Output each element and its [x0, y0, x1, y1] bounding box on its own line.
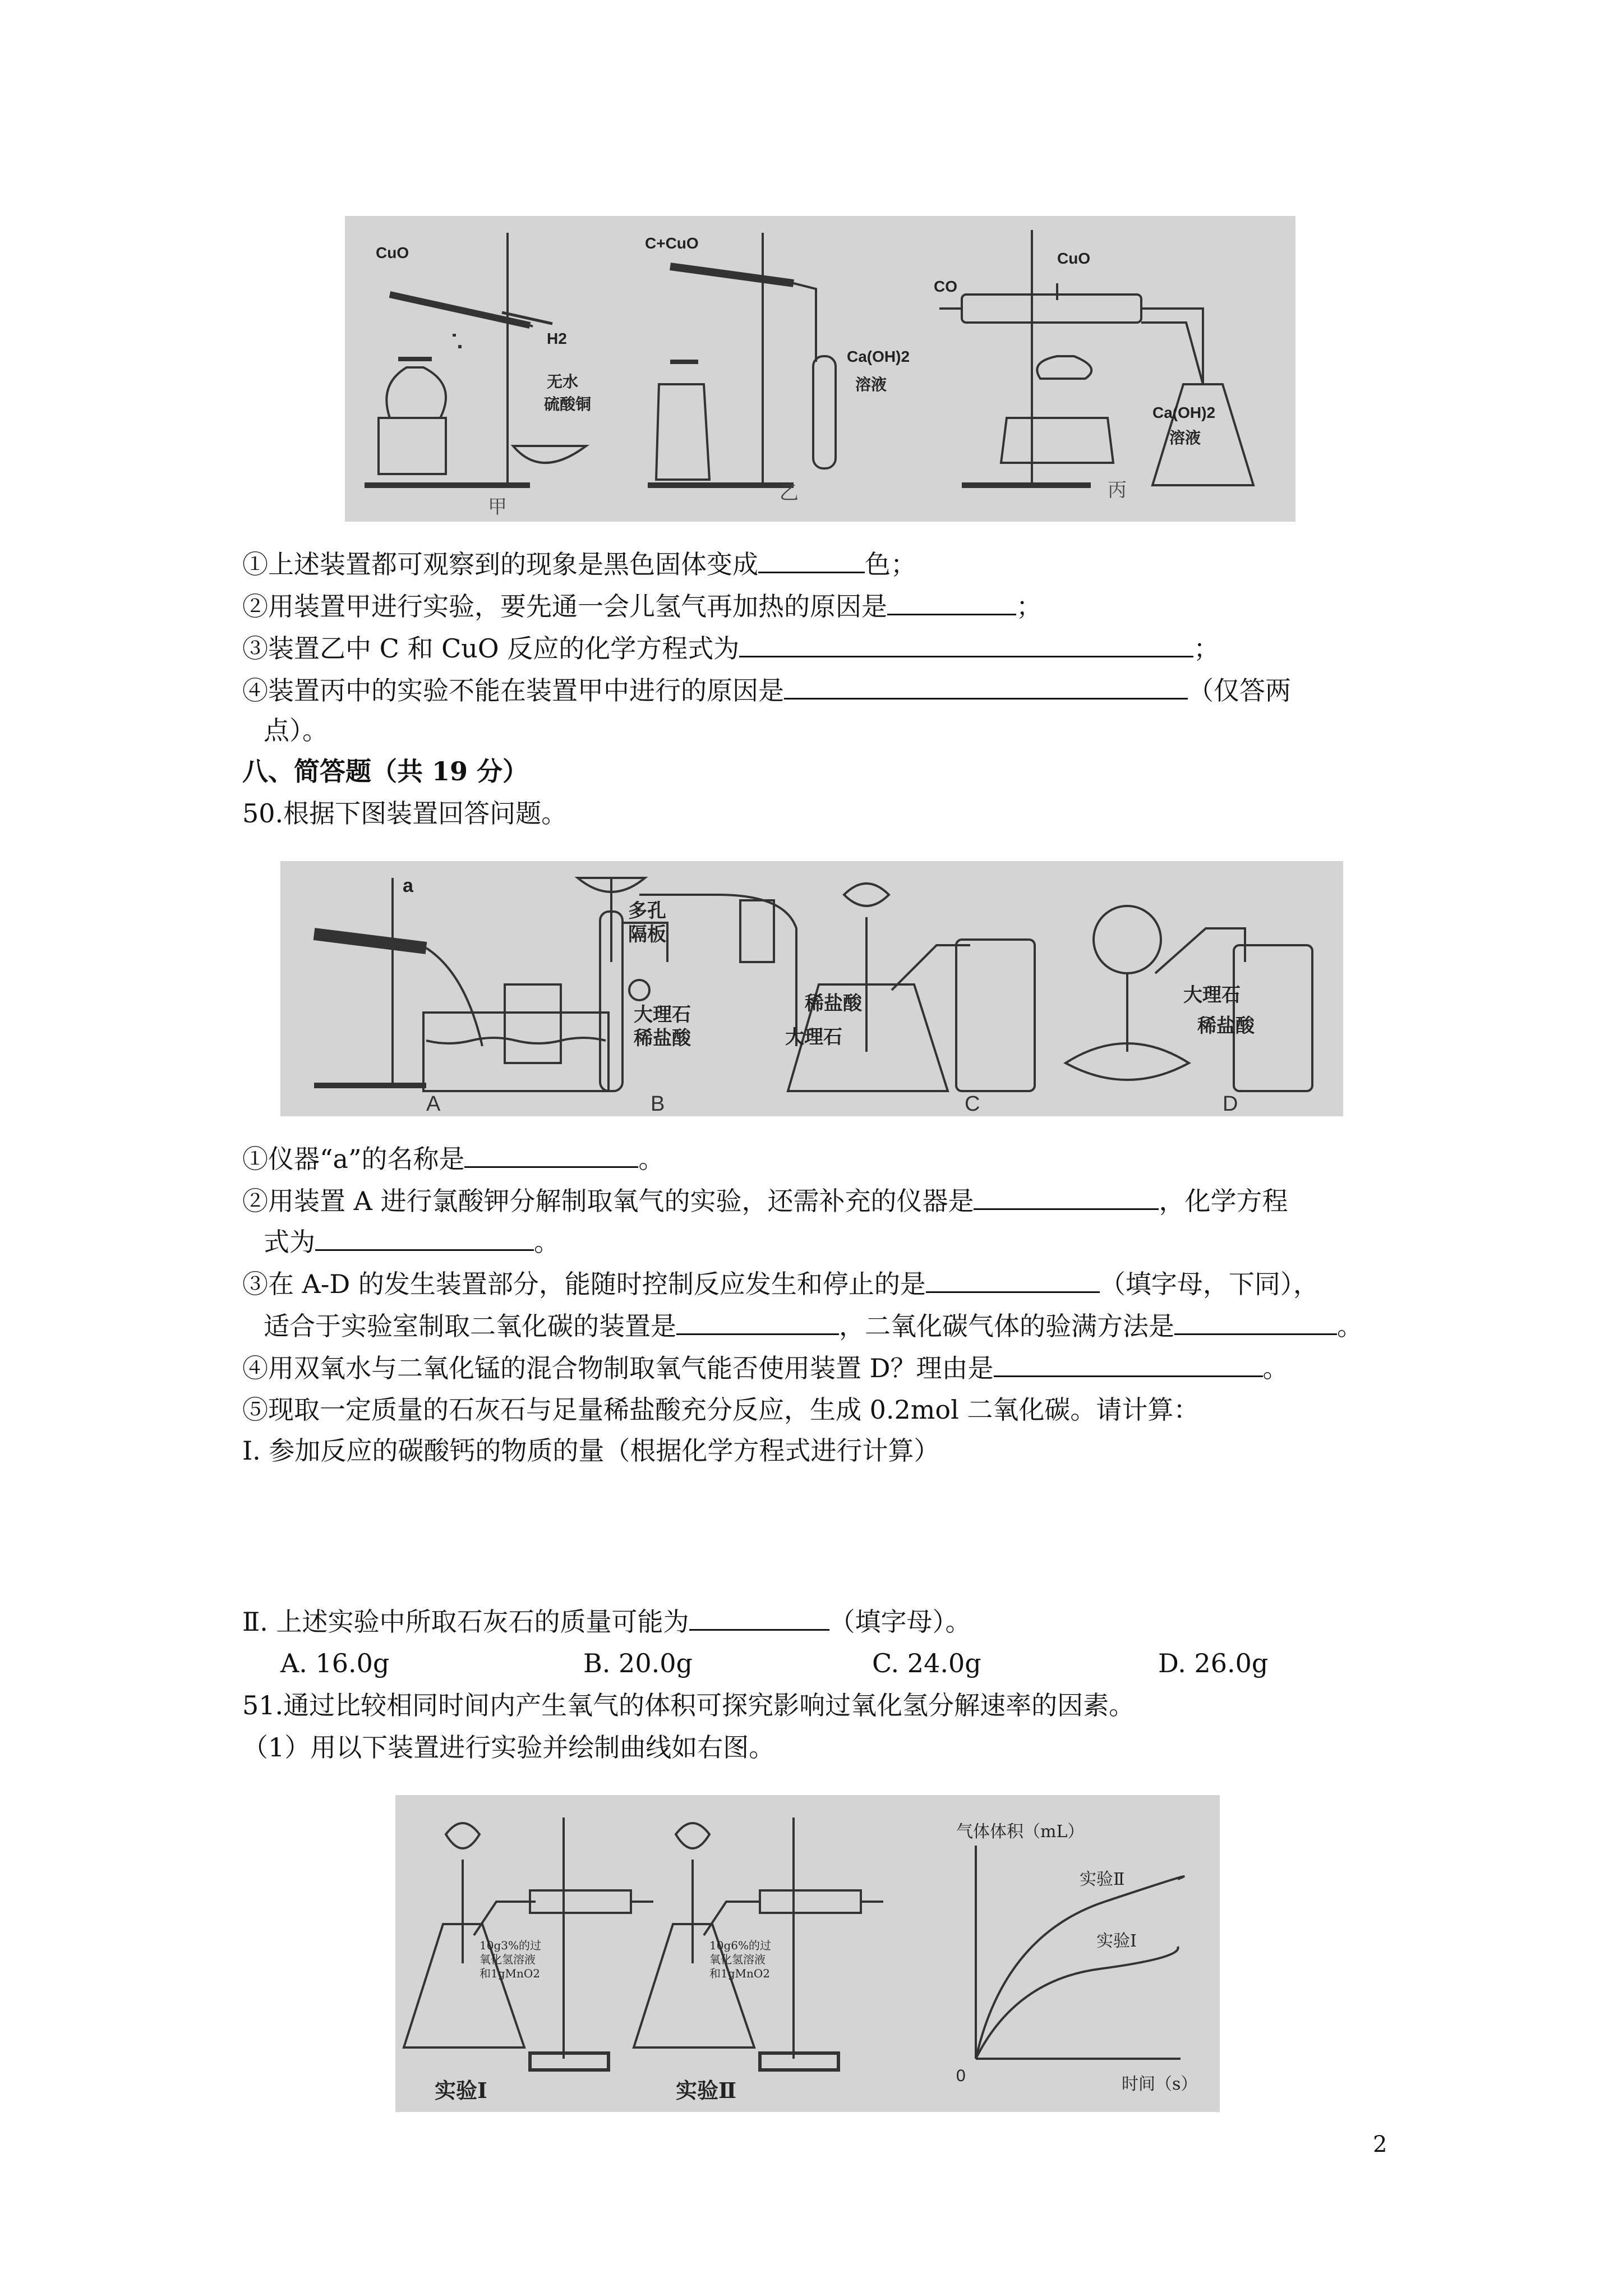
figure-peroxide-experiment — [395, 1795, 1220, 2112]
q49-line1: ①上述装置都可观察到的现象是黑色固体变成 色； — [242, 547, 916, 581]
label-anhydrous: 无水 — [547, 373, 579, 390]
q50-line3: 式为 。 — [264, 1225, 560, 1259]
q49-line3: ③装置乙中 C 和 CuO 反应的化学方程式为 ； — [242, 631, 1219, 665]
answer-blank[interactable] — [739, 631, 1193, 657]
caption-a: A — [426, 1092, 441, 1116]
label-marble-b: 大理石 — [634, 1004, 691, 1026]
q50-line5: 适合于实验室制取二氧化碳的装置是 ，二氧化碳气体的验满方法是 。 — [264, 1309, 1363, 1343]
q50-line2: ②用装置 A 进行氯酸钾分解制取氧气的实验，还需补充的仪器是 ，化学方程 — [242, 1184, 1288, 1218]
graph-xlabel: 时间（s） — [1122, 2074, 1198, 2094]
answer-blank[interactable] — [974, 1184, 1159, 1210]
caption-exp2: 实验Ⅱ — [676, 2078, 737, 2103]
figure-reduction-apparatus — [345, 216, 1295, 522]
answer-blank[interactable] — [926, 1267, 1100, 1293]
label-cuso4: 硫酸铜 — [544, 395, 592, 413]
label-marble-c: 大理石 — [785, 1026, 842, 1048]
q49-line2: ②用装置甲进行实验，要先通一会儿氢气再加热的原因是 ； — [242, 589, 1042, 623]
label-caoh2-c: Ca(OH)2 — [1152, 404, 1216, 421]
solution2-line1: 10g6%的过 — [709, 1939, 771, 1952]
option-d: D. 26.0g — [1158, 1648, 1269, 1678]
label-porous2: 隔板 — [628, 923, 666, 946]
caption-yi: 乙 — [780, 482, 799, 504]
answer-blank[interactable] — [1174, 1309, 1337, 1335]
caption-b: B — [651, 1092, 665, 1116]
label-porous1: 多孔 — [628, 900, 666, 922]
caption-jia: 甲 — [488, 496, 507, 518]
legend-exp1: 实验Ⅰ — [1096, 1931, 1137, 1951]
label-hcl-b: 稀盐酸 — [634, 1027, 691, 1050]
label-cuo-a: CuO — [376, 244, 409, 261]
answer-blank[interactable] — [689, 1604, 829, 1631]
label-hcl-c: 稀盐酸 — [805, 992, 862, 1015]
label-solution-b: 溶液 — [855, 376, 887, 393]
graph-ylabel: 气体体积（mL） — [956, 1822, 1085, 1842]
caption-exp1: 实验Ⅰ — [435, 2078, 487, 2103]
label-c-cuo: C+CuO — [645, 234, 699, 252]
curve-exp1 — [976, 1947, 1178, 2059]
answer-blank[interactable] — [676, 1309, 839, 1335]
q49-line5: 点）。 — [264, 715, 328, 746]
label-h2: H2 — [547, 330, 567, 347]
solution1-line1: 10g3%的过 — [479, 1939, 541, 1952]
q49-line4: ④装置丙中的实验不能在装置甲中进行的原因是 （仅答两 — [242, 673, 1291, 707]
figure-gas-generation-apparatus — [280, 861, 1343, 1116]
label-marble-d: 大理石 — [1183, 984, 1241, 1006]
solution1-line3: 和1gMnO2 — [479, 1967, 541, 1980]
graph-origin: 0 — [956, 2067, 966, 2085]
label-cuo-c: CuO — [1057, 250, 1091, 267]
q50-intro: 50.根据下图装置回答问题。 — [242, 798, 568, 829]
q50-line7: ⑤现取一定质量的石灰石与足量稀盐酸充分反应，生成 0.2mol 二氧化碳。请计算： — [242, 1395, 1200, 1425]
caption-bing: 丙 — [1108, 479, 1127, 501]
answer-blank[interactable] — [887, 589, 1016, 615]
curve-exp2 — [976, 1876, 1184, 2059]
q50-line1: ①仪器“a”的名称是 。 — [242, 1142, 664, 1176]
legend-exp2: 实验Ⅱ — [1080, 1870, 1125, 1889]
option-c: C. 24.0g — [872, 1648, 981, 1678]
answer-blank[interactable] — [315, 1225, 534, 1251]
option-b: B. 20.0g — [583, 1648, 693, 1678]
q51-intro: 51.通过比较相同时间内产生氧气的体积可探究影响过氧化氢分解速率的因素。 — [242, 1690, 1135, 1720]
label-a: a — [403, 875, 413, 896]
label-co: CO — [934, 278, 957, 295]
label-hcl-d: 稀盐酸 — [1197, 1015, 1255, 1037]
label-solution-c: 溶液 — [1169, 429, 1201, 447]
answer-blank[interactable] — [758, 547, 865, 573]
solution2-line3: 和1gMnO2 — [709, 1967, 771, 1980]
solution1-line2: 氧化氢溶液 — [479, 1953, 536, 1966]
q51-sub1: （1）用以下装置进行实验并绘制曲线如右图。 — [242, 1732, 775, 1763]
answer-blank[interactable] — [994, 1351, 1263, 1377]
q50-line9: Ⅱ. 上述实验中所取石灰石的质量可能为 （填字母）。 — [242, 1604, 971, 1639]
answer-blank[interactable] — [784, 673, 1188, 700]
caption-c: C — [965, 1092, 980, 1116]
answer-blank[interactable] — [464, 1142, 638, 1168]
page-number: 2 — [1373, 2132, 1387, 2157]
q50-line4: ③在 A-D 的发生装置部分，能随时控制反应发生和停止的是 （填字母，下同）， — [242, 1267, 1319, 1301]
label-caoh2-b: Ca(OH)2 — [847, 348, 910, 365]
section-heading: 八、简答题（共 19 分） — [242, 756, 529, 786]
option-a: A. 16.0g — [280, 1648, 390, 1678]
solution2-line2: 氧化氢溶液 — [709, 1953, 766, 1966]
caption-d: D — [1223, 1092, 1238, 1116]
q50-line8: Ⅰ. 参加反应的碳酸钙的物质的量（根据化学方程式进行计算） — [242, 1435, 940, 1466]
q50-line6: ④用双氧水与二氧化锰的混合物制取氧气能否使用装置 D？理由是 。 — [242, 1351, 1289, 1385]
